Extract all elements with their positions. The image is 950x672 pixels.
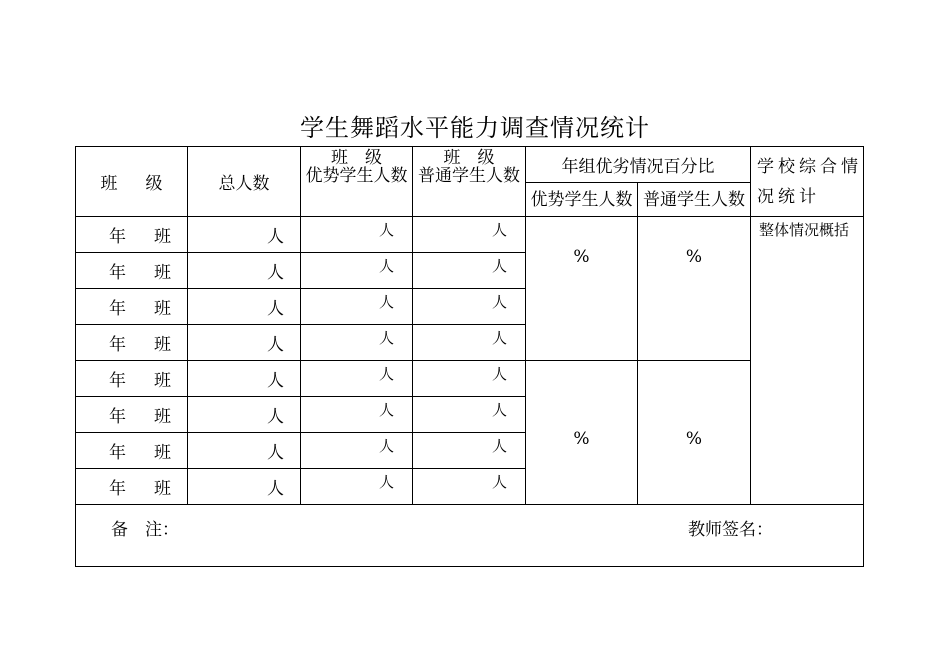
- header-grade-pct-normal: 普通学生人数: [638, 183, 751, 217]
- normal-count-cell: 人: [413, 289, 526, 325]
- excellent-count-cell: 人: [301, 469, 413, 505]
- normal-count-cell: 人: [413, 433, 526, 469]
- total-cell: 人: [188, 361, 301, 397]
- header-class-a: 班: [100, 174, 118, 194]
- survey-table: [75, 146, 864, 567]
- excellent-count-cell: 人: [301, 217, 413, 253]
- class-cell: 年 班: [76, 433, 188, 469]
- header-school-summary: 学校综合情况统计: [751, 147, 864, 217]
- pct-normal-group-1: %: [638, 217, 751, 361]
- table-row: [76, 217, 864, 253]
- class-cell: 年 班: [76, 253, 188, 289]
- excellent-count-cell: 人: [301, 397, 413, 433]
- normal-count-cell: 人: [413, 325, 526, 361]
- excellent-count-cell: 人: [301, 325, 413, 361]
- table-row: [76, 361, 864, 397]
- total-cell: 人: [188, 253, 301, 289]
- header-excellent-bottom: 优势学生人数: [305, 166, 408, 186]
- header-class: [76, 147, 188, 217]
- normal-count-cell: 人: [413, 469, 526, 505]
- total-cell: 人: [188, 469, 301, 505]
- total-cell: 人: [188, 289, 301, 325]
- header-grade-pct: 年组优劣情况百分比: [526, 147, 751, 183]
- pct-excellent-group-2: %: [526, 361, 638, 505]
- excellent-count-cell: 人: [301, 361, 413, 397]
- normal-count-cell: 人: [413, 397, 526, 433]
- signature-label: 教师签名：: [688, 520, 773, 540]
- excellent-count-cell: 人: [301, 253, 413, 289]
- remark-label: 备 注：: [111, 520, 179, 540]
- class-cell: 年 班: [76, 325, 188, 361]
- excellent-count-cell: 人: [301, 433, 413, 469]
- normal-count-cell: 人: [413, 253, 526, 289]
- normal-count-cell: 人: [413, 361, 526, 397]
- header-total: 总人数: [188, 147, 301, 217]
- page-title: 学生舞蹈水平能力调查情况统计: [300, 114, 650, 142]
- summary-cell: 整体情况概括: [751, 217, 864, 505]
- class-cell: 年 班: [76, 289, 188, 325]
- total-cell: 人: [188, 325, 301, 361]
- header-normal-bottom: 普通学生人数: [418, 166, 520, 186]
- header-normal-top: 班 级: [443, 148, 495, 168]
- total-cell: 人: [188, 397, 301, 433]
- pct-excellent-group-1: %: [526, 217, 638, 361]
- header-excellent: [301, 147, 413, 217]
- normal-count-cell: 人: [413, 217, 526, 253]
- remark-row: [76, 505, 864, 567]
- header-excellent-top: 班 级: [331, 148, 382, 168]
- class-cell: 年 班: [76, 217, 188, 253]
- header-normal: [413, 147, 526, 217]
- excellent-count-cell: 人: [301, 289, 413, 325]
- header-class-b: 级: [145, 174, 163, 194]
- total-cell: 人: [188, 433, 301, 469]
- total-cell: 人: [188, 217, 301, 253]
- class-cell: 年 班: [76, 361, 188, 397]
- class-cell: 年 班: [76, 469, 188, 505]
- pct-normal-group-2: %: [638, 361, 751, 505]
- header-grade-pct-excellent: 优势学生人数: [526, 183, 638, 217]
- class-cell: 年 班: [76, 397, 188, 433]
